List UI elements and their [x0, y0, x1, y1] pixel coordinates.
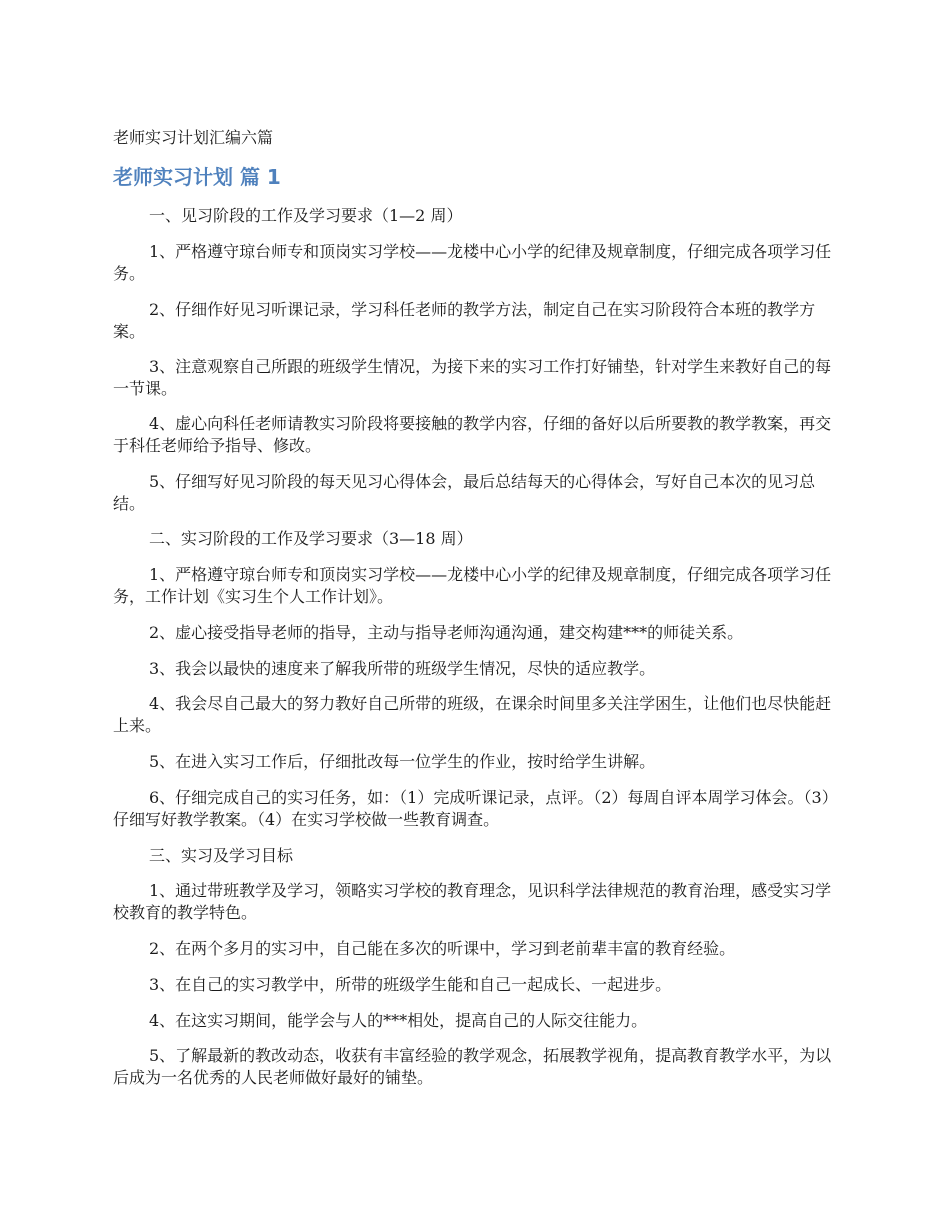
- paragraph: 4、我会尽自己最大的努力教好自己所带的班级，在课余时间里多关注学困生，让他们也尽快能赶上来。: [113, 694, 832, 735]
- paragraph: 2、虚心接受指导老师的指导，主动与指导老师沟通沟通，建交构建***的师徒关系。: [149, 623, 744, 642]
- paragraph: 4、在这实习期间，能学会与人的***相处，提高自己的人际交往能力。: [149, 1011, 648, 1030]
- paragraph: 4、虚心向科任老师请教实习阶段将要接触的教学内容，仔细的备好以后所要教的教学教案，再交于科任老师给予指导、修改。: [113, 414, 832, 455]
- paragraph: 3、在自己的实习教学中，所带的班级学生能和自己一起成长、一起进步。: [149, 975, 672, 994]
- paragraph: 2、在两个多月的实习中，自己能在多次的听课中，学习到老前辈丰富的教育经验。: [149, 939, 736, 958]
- paragraph: 3、注意观察自己所跟的班级学生情况，为接下来的实习工作打好铺垫，针对学生来教好自己的每一节课。: [113, 357, 832, 398]
- paragraph: 5、在进入实习工作后，仔细批改每一位学生的作业，按时给学生讲解。: [149, 752, 656, 771]
- paragraph-stage1-heading: 一、见习阶段的工作及学习要求（1—2 周）: [149, 206, 463, 225]
- section-heading: 老师实习计划 篇 1: [113, 165, 281, 189]
- paragraph: 3、我会以最快的速度来了解我所带的班级学生情况，尽快的适应教学。: [149, 659, 656, 678]
- paragraph-stage3-heading: 三、实习及学习目标: [149, 846, 294, 865]
- paragraph: 1、严格遵守琼台师专和顶岗实习学校——龙楼中心小学的纪律及规章制度，仔细完成各项学习任务。: [113, 242, 832, 283]
- document-title: 老师实习计划汇编六篇: [113, 128, 274, 147]
- paragraph: 5、了解最新的教改动态，收获有丰富经验的教学观念，拓展教学视角，提高教育教学水平，为以后成为一名优秀的人民老师做好最好的铺垫。: [113, 1046, 832, 1087]
- paragraph-stage2-heading: 二、实习阶段的工作及学习要求（3—18 周）: [149, 529, 473, 548]
- paragraph: 6、仔细完成自己的实习任务，如：（1）完成听课记录，点评。（2）每周自评本周学习体会。（3）仔细写好教学教案。（4）在实习学校做一些教育调查。: [113, 788, 830, 829]
- paragraph: 1、严格遵守琼台师专和顶岗实习学校——龙楼中心小学的纪律及规章制度，仔细完成各项学习任务，工作计划《实习生个人工作计划》。: [113, 565, 832, 606]
- paragraph: 1、通过带班教学及学习，领略实习学校的教育理念，见识科学法律规范的教育治理，感受实习学校教育的教学特色。: [113, 881, 832, 922]
- paragraph: 5、仔细写好见习阶段的每天见习心得体会，最后总结每天的心得体会，写好自己本次的见习总结。: [113, 472, 816, 513]
- paragraph: 2、仔细作好见习听课记录，学习科任老师的教学方法，制定自己在实习阶段符合本班的教学方案。: [113, 300, 816, 341]
